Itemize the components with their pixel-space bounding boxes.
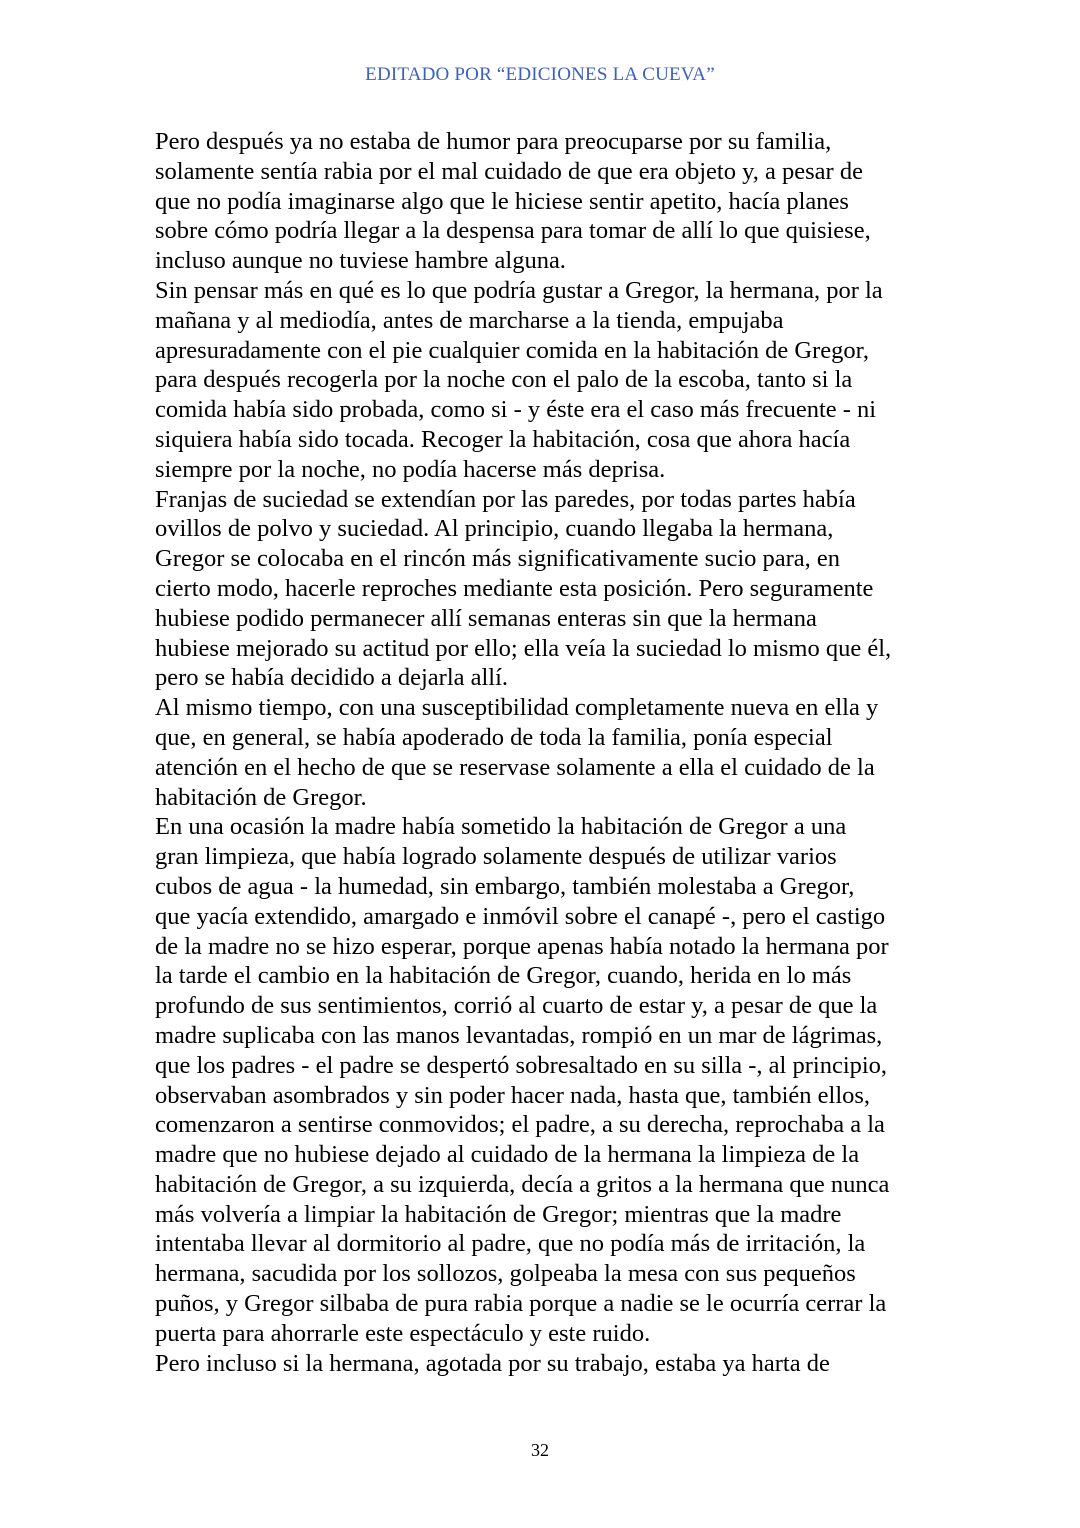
text-line: Pero después ya no estaba de humor para preocuparse por su familia,: [155, 128, 832, 155]
text-line: mañana y al mediodía, antes de marcharse a la tienda, empujaba: [155, 306, 784, 334]
text-line: En una ocasión la madre había sometido la habitación de Gregor a una: [155, 813, 847, 841]
text-line: de la madre no se hizo esperar, porque apenas había notado la hermana por: [155, 932, 889, 960]
text-line: habitación de Gregor.: [155, 783, 367, 811]
text-line: la tarde el cambio en la habitación de Gregor, cuando, herida en lo más: [155, 962, 852, 990]
text-line: profundo de sus sentimientos, corrió al cuarto de estar y, a pesar de que la: [155, 992, 878, 1020]
text-line: comida había sido probada, como si - y éste era el caso más frecuente - ni: [155, 396, 877, 424]
text-line: Al mismo tiempo, con una susceptibilidad completamente nueva en ella y: [155, 694, 879, 722]
page-number: 32: [531, 1440, 549, 1460]
body-text: [155, 127, 935, 1378]
text-line: madre suplicaba con las manos levantadas, rompió en un mar de lágrimas,: [155, 1021, 883, 1049]
text-line: incluso aunque no tuviese hambre alguna.: [155, 247, 566, 275]
text-line: que no podía imaginarse algo que le hiciese sentir apetito, hacía planes: [155, 187, 849, 215]
text-line: habitación de Gregor, a su izquierda, decía a gritos a la hermana que nunca: [155, 1170, 890, 1198]
text-line: sobre cómo podría llegar a la despensa para tomar de allí lo que quisiese,: [155, 217, 871, 245]
text-line: puños, y Gregor silbaba de pura rabia porque a nadie se le ocurría cerrar la: [155, 1290, 887, 1318]
text-line: apresuradamente con el pie cualquier comida en la habitación de Gregor,: [155, 336, 869, 364]
text-line: hubiese mejorado su actitud por ello; ella veía la suciedad lo mismo que él,: [155, 634, 892, 662]
text-line: más volvería a limpiar la habitación de Gregor; mientras que la madre: [155, 1200, 842, 1228]
text-line: siempre por la noche, no podía hacerse más deprisa.: [155, 455, 666, 483]
text-line: comenzaron a sentirse conmovidos; el padre, a su derecha, reprochaba a la: [155, 1111, 885, 1139]
text-line: observaban asombrados y sin poder hacer nada, hasta que, también ellos,: [155, 1081, 871, 1109]
text-line: hermana, sacudida por los sollozos, golpeaba la mesa con sus pequeños: [155, 1260, 856, 1288]
text-line: puerta para ahorrarle este espectáculo y este ruido.: [155, 1319, 651, 1347]
text-line: madre que no hubiese dejado al cuidado de la hermana la limpieza de la: [155, 1141, 860, 1169]
text-line: para después recogerla por la noche con el palo de la escoba, tanto si la: [155, 366, 853, 394]
text-line: Franjas de suciedad se extendían por las paredes, por todas partes había: [155, 485, 856, 513]
text-line: ovillos de polvo y suciedad. Al principio, cuando llegaba la hermana,: [155, 515, 834, 543]
text-line: atención en el hecho de que se reservase solamente a ella el cuidado de la: [155, 753, 875, 781]
text-line: que yacía extendido, amargado e inmóvil sobre el canapé -, pero el castigo: [155, 902, 886, 930]
text-line: cierto modo, hacerle reproches mediante esta posición. Pero seguramente: [155, 574, 874, 602]
text-line: cubos de agua - la humedad, sin embargo, también molestaba a Gregor,: [155, 872, 855, 900]
text-line: que los padres - el padre se despertó sobresaltado en su silla -, al principio,: [155, 1051, 888, 1079]
text-line: intentaba llevar al dormitorio al padre, que no podía más de irritación, la: [155, 1230, 866, 1258]
text-line: pero se había decidido a dejarla allí.: [155, 664, 509, 692]
text-line: que, en general, se había apoderado de toda la familia, ponía especial: [155, 723, 833, 751]
text-line: Pero incluso si la hermana, agotada por su trabajo, estaba ya harta de: [155, 1349, 830, 1377]
running-header: EDITADO POR “EDICIONES LA CUEVA”: [365, 64, 715, 85]
text-line: gran limpieza, que había logrado solamente después de utilizar varios: [155, 843, 837, 871]
text-line: siquiera había sido tocada. Recoger la habitación, cosa que ahora hacía: [155, 425, 851, 453]
text-line: solamente sentía rabia por el mal cuidado de que era objeto y, a pesar de: [155, 157, 863, 185]
text-line: hubiese podido permanecer allí semanas enteras sin que la hermana: [155, 604, 817, 632]
text-line: Gregor se colocaba en el rincón más significativamente sucio para, en: [155, 545, 841, 573]
text-line: Sin pensar más en qué es lo que podría gustar a Gregor, la hermana, por la: [155, 276, 883, 304]
